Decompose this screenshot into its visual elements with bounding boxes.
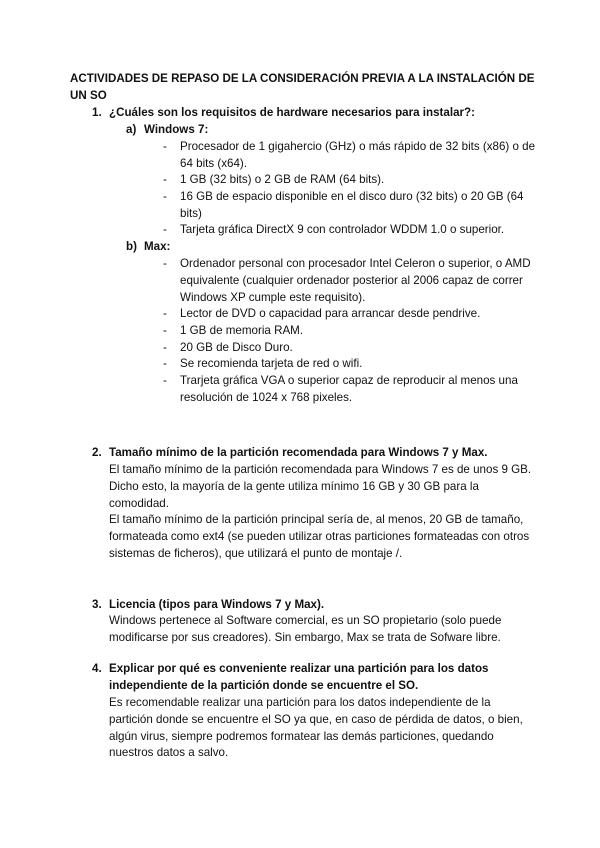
q1-sub-a-label: a) (126, 123, 137, 136)
list-dash: - (163, 140, 167, 153)
q2-heading: Tamaño mínimo de la partición recomendada para Windows 7 y Max. (109, 446, 488, 459)
list-dash: - (163, 173, 167, 186)
q4-paragraph: Es recomendable realizar una partición para los datos independiente de la partición donde se encuentre el SO ya que, en caso de pérdida de datos, o bien, algún virus, siempre podremos formatear las demás particiones, quedando nuestros datos a salvo. (109, 696, 523, 760)
q1-sub-a-name: Windows 7: (144, 123, 209, 136)
max-req-1-text: Ordenador personal con procesador Intel Celeron o superior, o AMD equivalente (cualquier ordenador posterior al 2006 capaz de correr Windows XP cumple este requisito). (180, 257, 531, 304)
max-req-2-text: Lector de DVD o capacidad para arrancar desde pendrive. (180, 307, 481, 320)
q1-sub-b-label: b) (126, 240, 137, 253)
q3-heading: Licencia (tipos para Windows 7 y Max). (109, 598, 325, 611)
q3-paragraph: Windows pertenece al Software comercial, es un SO propietario (solo puede modificarse por sus creadores). Sin embargo, Max se trata de Sofware libre. (109, 614, 502, 644)
q1-number: 1. (92, 106, 102, 119)
list-dash: - (163, 307, 167, 320)
list-dash: - (163, 357, 167, 370)
max-req-4-text: 20 GB de Disco Duro. (180, 341, 293, 354)
max-req-5-text: Se recomienda tarjeta de red o wifi. (180, 357, 363, 370)
q1-heading: ¿Cuáles son los requisitos de hardware necesarios para instalar?: (109, 106, 475, 119)
win7-req-4-text: Tarjeta gráfica DirectX 9 con controlador WDDM 1.0 o superior. (180, 223, 505, 236)
max-req-6-text: Trarjeta gráfica VGA o superior capaz de reproducir al menos una resolución de 1024 x 768 pixeles. (180, 374, 518, 404)
q2-paragraph-2: El tamaño mínimo de la partición principal sería de, al menos, 20 GB de tamaño, formateada como ext4 (se pueden utilizar otras particiones formateadas con otros sistemas de ficheros), que utilizará el punto de montaje /. (109, 513, 530, 560)
list-dash: - (163, 341, 167, 354)
q4-heading: Explicar por qué es conveniente realizar una partición para los datos independiente de la partición donde se encuentre el SO. (109, 662, 489, 692)
q1-sub-b-name: Max: (144, 240, 171, 253)
max-req-3-text: 1 GB de memoria RAM. (180, 324, 304, 337)
list-dash: - (163, 190, 167, 203)
list-dash: - (163, 324, 167, 337)
list-dash: - (163, 223, 167, 236)
win7-req-2-text: 1 GB (32 bits) o 2 GB de RAM (64 bits). (180, 173, 385, 186)
document-title: ACTIVIDADES DE REPASO DE LA CONSIDERACIÓN PREVIA A LA INSTALACIÓN DE UN SO (70, 72, 535, 102)
win7-req-1-text: Procesador de 1 gigahercio (GHz) o más rápido de 32 bits (x86) o de 64 bits (x64). (180, 140, 536, 170)
q4-number: 4. (92, 662, 102, 675)
q2-number: 2. (92, 446, 102, 459)
q2-paragraph-1: El tamaño mínimo de la partición recomendada para Windows 7 es de unos 9 GB. Dicho esto, la mayoría de la gente utiliza mínimo 16 GB y 30 GB para la comodidad. (109, 463, 532, 510)
list-dash: - (163, 257, 167, 270)
q3-number: 3. (92, 598, 102, 611)
list-dash: - (163, 374, 167, 387)
win7-req-3-text: 16 GB de espacio disponible en el disco duro (32 bits) o 20 GB (64 bits) (180, 190, 524, 220)
